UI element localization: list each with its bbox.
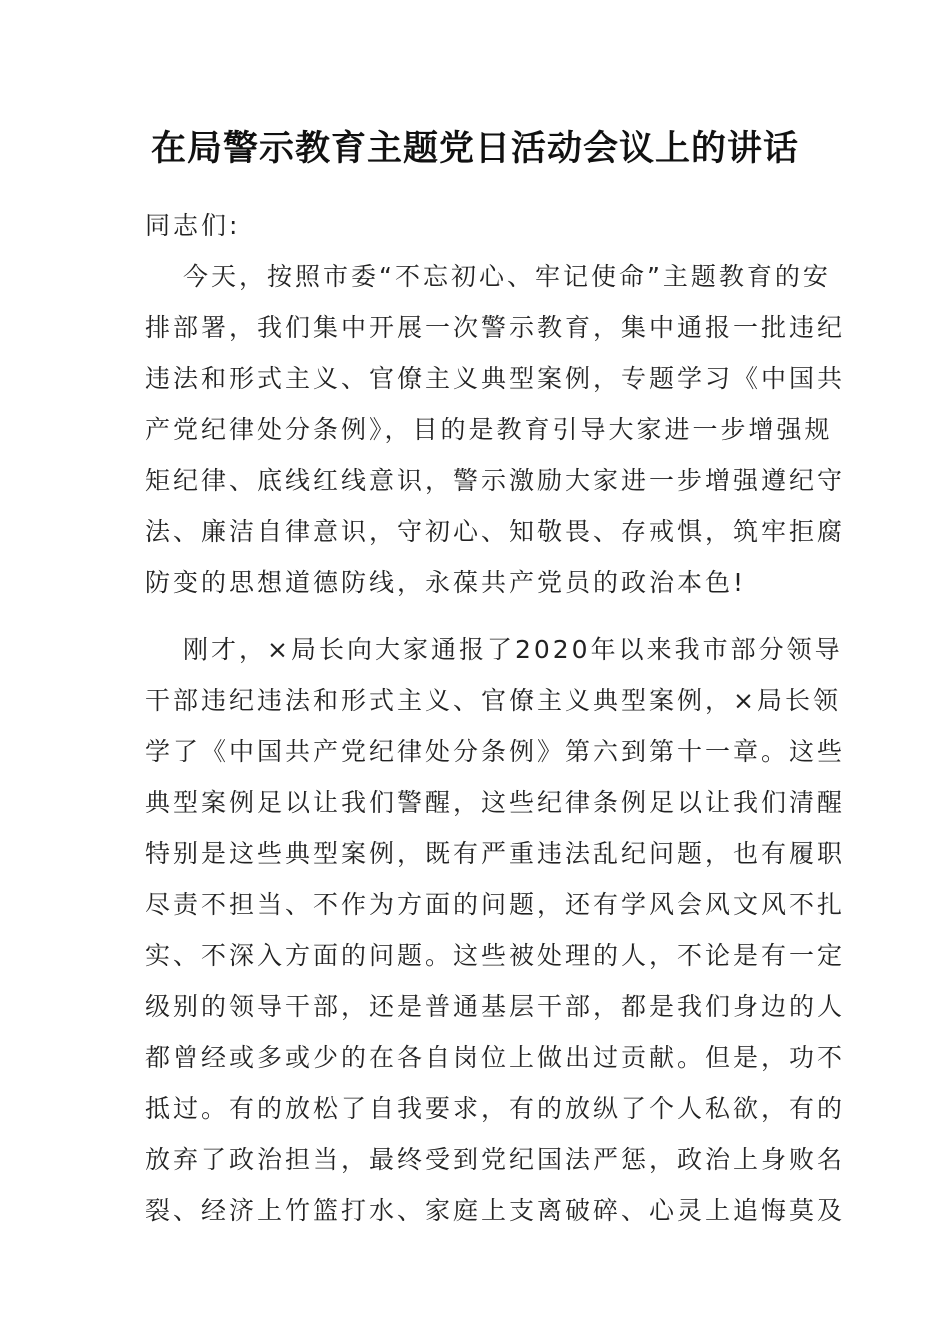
paragraph-line: 放弃了政治担当，最终受到党纪国法严惩，政治上身败名 <box>145 1145 846 1174</box>
greeting: 同志们: <box>145 211 241 240</box>
paragraph-line: 干部违纪违法和形式主义、官僚主义典型案例，×局长领 <box>145 686 841 715</box>
paragraph-line: 违法和形式主义、官僚主义典型案例，专题学习《中国共 <box>145 364 846 393</box>
paragraph-line: 刚才，×局长向大家通报了2020年以来我市部分领导 <box>183 635 843 664</box>
paragraph-line: 级别的领导干部，还是普通基层干部，都是我们身边的人 <box>145 992 846 1021</box>
paragraph-line: 学了《中国共产党纪律处分条例》第六到第十一章。这些 <box>145 737 846 766</box>
paragraph-1 <box>145 251 846 608</box>
paragraph-line: 典型案例足以让我们警醒，这些纪律条例足以让我们清醒 <box>145 788 846 817</box>
paragraph-2 <box>145 624 846 1236</box>
paragraph-line: 今天，按照市委“不忘初心、牢记使命”主题教育的安 <box>183 262 831 291</box>
paragraph-line: 矩纪律、底线红线意识，警示激励大家进一步增强遵纪守 <box>145 466 846 495</box>
paragraph-line: 裂、经济上竹篮打水、家庭上支离破碎、心灵上追悔莫及 <box>145 1196 846 1225</box>
paragraph-line: 排部署，我们集中开展一次警示教育，集中通报一批违纪 <box>145 313 846 342</box>
document-body <box>145 200 846 1252</box>
paragraph-line: 防变的思想道德防线，永葆共产党员的政治本色! <box>145 568 747 597</box>
paragraph-line: 产党纪律处分条例》，目的是教育引导大家进一步增强规 <box>145 415 833 444</box>
document-title: 在局警示教育主题党日活动会议上的讲话 <box>150 128 799 169</box>
paragraph-line: 都曾经或多或少的在各自岗位上做出过贡献。但是，功不 <box>145 1043 846 1072</box>
paragraph-line: 特别是这些典型案例，既有严重违法乱纪问题，也有履职 <box>145 839 846 868</box>
paragraph-line: 实、不深入方面的问题。这些被处理的人，不论是有一定 <box>145 941 846 970</box>
paragraph-line: 尽责不担当、不作为方面的问题，还有学风会风文风不扎 <box>145 890 846 919</box>
paragraph-line: 抵过。有的放松了自我要求，有的放纵了个人私欲，有的 <box>145 1094 846 1123</box>
paragraph-line: 法、廉洁自律意识，守初心、知敬畏、存戒惧，筑牢拒腐 <box>145 517 846 546</box>
